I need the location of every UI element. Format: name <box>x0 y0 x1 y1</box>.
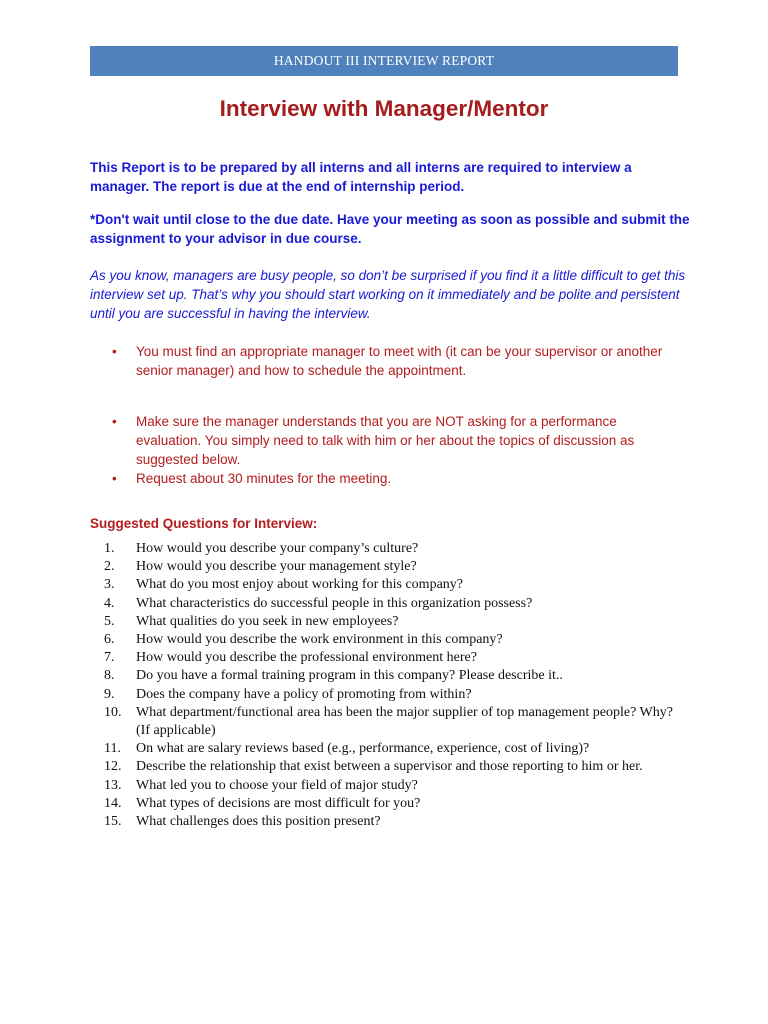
question-item <box>104 631 684 649</box>
question-item <box>104 795 684 813</box>
banner-title: HANDOUT III INTERVIEW REPORT <box>273 53 495 68</box>
question-text: How would you describe your company’s culture? <box>136 541 419 556</box>
question-text: What led you to choose your field of major study? <box>136 777 418 793</box>
question-item <box>104 595 684 613</box>
header-banner <box>90 46 678 76</box>
question-item <box>104 576 684 594</box>
question-number: 10. <box>104 704 122 720</box>
question-text: What department/functional area has been the major supplier of top management people? Why? (If applicable) <box>136 704 673 739</box>
question-item <box>104 649 684 667</box>
question-item <box>104 558 684 576</box>
question-text: What qualities do you seek in new employees? <box>136 613 399 629</box>
question-number: 11. <box>104 741 121 757</box>
question-text: What characteristics do successful people in this organization possess? <box>136 595 533 611</box>
question-item <box>104 777 684 795</box>
question-text: What challenges does this position present? <box>136 814 381 830</box>
question-item <box>104 704 684 740</box>
instruction-list-2 <box>112 412 672 488</box>
question-number: 7. <box>104 650 115 666</box>
bullet-icon: • <box>112 414 117 429</box>
instruction-text: Request about 30 minutes for the meeting. <box>136 471 392 486</box>
question-text: On what are salary reviews based (e.g., performance, experience, cost of living)? <box>136 741 590 757</box>
question-number: 15. <box>104 814 122 830</box>
document-title: Interview with Manager/Mentor <box>219 96 549 121</box>
instruction-item <box>112 469 672 488</box>
question-text: How would you describe your management style? <box>136 559 417 575</box>
question-item <box>104 813 684 831</box>
question-text: What types of decisions are most difficult for you? <box>136 795 421 811</box>
question-number: 12. <box>104 759 122 775</box>
question-number: 5. <box>104 613 115 629</box>
question-text: How would you describe the professional environment here? <box>136 650 477 666</box>
question-item <box>104 758 684 776</box>
bullet-icon: • <box>112 471 117 486</box>
question-number: 6. <box>104 632 115 648</box>
intro-paragraph: This Report is to be prepared by all interns and all interns are required to interview a manager. The report is due at the end of internship period. <box>90 160 632 194</box>
question-text: Do you have a formal training program in this company? Please describe it.. <box>136 668 563 684</box>
questions-list <box>104 540 684 831</box>
question-item <box>104 540 684 558</box>
question-number: 4. <box>104 595 115 611</box>
question-number: 13. <box>104 777 122 793</box>
questions-heading: Suggested Questions for Interview: <box>90 516 318 531</box>
question-number: 8. <box>104 668 115 684</box>
instruction-list-1 <box>112 342 672 380</box>
question-item <box>104 667 684 685</box>
question-number: 1. <box>104 541 115 556</box>
instruction-item <box>112 412 672 469</box>
question-number: 2. <box>104 559 115 575</box>
instruction-text: You must find an appropriate manager to meet with (it can be your supervisor or another senior manager) and how to schedule the appointment. <box>136 344 663 378</box>
question-item <box>104 740 684 758</box>
instruction-item <box>112 342 672 380</box>
question-item <box>104 686 684 704</box>
question-number: 3. <box>104 577 115 593</box>
question-text: Does the company have a policy of promoting from within? <box>136 686 472 702</box>
advice-paragraph: As you know, managers are busy people, so don’t be surprised if you find it a little difficult to get this interview set up. That’s why you should start working on it immediately and be polite and persistent until you are successful in having the interview. <box>90 268 686 321</box>
instruction-text: Make sure the manager understands that you are NOT asking for a performance evaluation. You simply need to talk with him or her about the topics of discussion as suggested below. <box>136 414 635 467</box>
question-item <box>104 613 684 631</box>
question-number: 14. <box>104 795 122 811</box>
deadline-note: *Don't wait until close to the due date. Have your meeting as soon as possible and submit the assignment to your advisor in due course. <box>90 212 690 246</box>
bullet-icon: • <box>112 344 117 359</box>
question-text: Describe the relationship that exist between a supervisor and those reporting to him or her. <box>136 759 643 775</box>
question-text: What do you most enjoy about working for this company? <box>136 577 463 593</box>
question-text: How would you describe the work environment in this company? <box>136 632 503 648</box>
question-number: 9. <box>104 686 115 702</box>
